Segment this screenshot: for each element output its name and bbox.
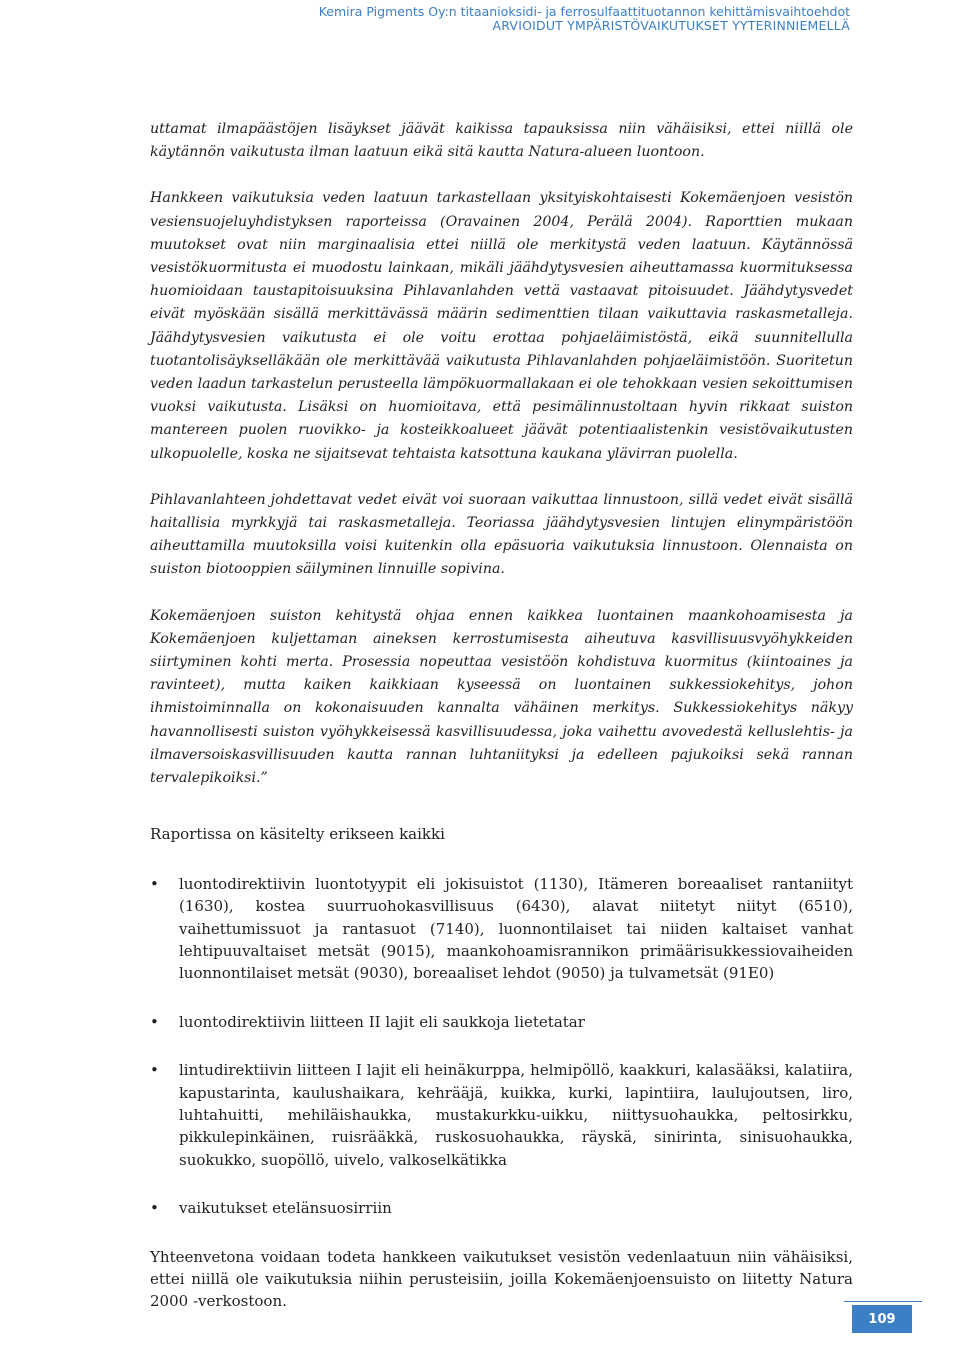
list-item bbox=[150, 1059, 853, 1171]
page-number: 109 bbox=[852, 1305, 912, 1333]
page-body bbox=[150, 118, 853, 1313]
bullet-icon: • bbox=[150, 1061, 159, 1080]
header-title: Kemira Pigments Oy:n titaanioksidi- ja ferrosulfaattituotannon kehittämisvaihtoehdot bbox=[318, 4, 850, 19]
quote-paragraph-water: Hankkeen vaikutuksia veden laatuun tarkastellaan yksityiskohtaisesti Kokemäenjoen vesistön vesiensuojeluyhdistyksen raporteissa (Oravainen 2004, Perälä 2004). Raporttien mukaan muutokset ovat niin marginaalisia ettei niillä ole merkitystä veden laatuun. Käytännössä vesistökuormitusta ei muodostu lainkaan, mikäli jäähdytysvesien aiheuttamassa kuormituksessa huomioidaan taustapitoisuuksina Pihlavanlahden vettä vastaavat pitoisuudet. Jäähdytysvedet eivät myöskään sisällä merkittävässä määrin sedimenttien tilaan vaikuttavia raskasmetalleja. Jäähdytysvesien vaikutusta ei ole voitu erottaa pohjaeläimistöstä, eikä suunnitellulla tuotantolisäykselläkään ole merkittävää vaikutusta Pihlavanlahden pohjaeläimistöön. Suoritetun veden laadun tarkastelun perusteella lämpökuormallakaan ei ole tehokkaan vesien sekoittumisen vuoksi vaikutusta. Lisäksi on huomioitava, että pesimälinnustoltaan hyvin rikkaat suiston mantereen puolen ruovikko- ja kosteikkoalueet jäävät potentiaalistenkin vesistövaikutusten ulkopuolelle, koska ne sijaitsevat tehtaista katsottuna kaukana ylävirran puolella. bbox=[150, 190, 853, 462]
quote-paragraph-air: uttamat ilmapäästöjen lisäykset jäävät kaikissa tapauksissa niin vähäisiksi, ettei niillä ole käytännön vaikutusta ilman laatuun eikä sitä kautta Natura-alueen luontoon. bbox=[150, 121, 853, 161]
quote-paragraph-birds: Pihlavanlahteen johdettavat vedet eivät voi suoraan vaikuttaa linnustoon, sillä vedet eivät sisällä haitallisia myrkkyjä tai raskasmetalleja. Teoriassa jäähdytysvesien lintujen elinympäristöön aiheuttamilla muutoksilla voisi kuitenkin olla epäsuoria vaikutuksia linnustoon. Olennaista on suiston biotooppien säilyminen linnuille sopivina. bbox=[150, 491, 853, 578]
header-subtitle: ARVIOIDUT YMPÄRISTÖVAIKUTUKSET YYTERINNIEMELLÄ bbox=[492, 17, 850, 33]
bullet-icon: • bbox=[150, 1199, 159, 1218]
list-item-text: luontodirektiivin luontotyypit eli jokisuistot (1130), Itämeren boreaaliset rantaniityt (1630), kostea suurruohokasvillisuus (6430), alavat niitetyt niityt (6510), vaihettumissuot ja rantasuot (7140), luonnontilaiset tai niiden kaltaiset vanhat lehtipuuvaltaiset metsät (9015), maankohoamisrannikon primäärisukkessiovaiheiden luonnontilaiset metsät (9030), boreaaliset lehdot (9050) ja tulvametsät (91E0) bbox=[179, 874, 853, 983]
quote-paragraph-succession: Kokemäenjoen suiston kehitystä ohjaa ennen kaikkea luontainen maankohoamisesta ja Kokemäenjoen kuljettaman aineksen kerrostumisesta aiheutuva kasvillisuusvyöhykkeiden siirtyminen kohti merta. Prosessia nopeuttaa vesistöön kohdistuva kuormitus (kiintoaines ja ravinteet), mutta kaiken kaikkiaan kyseessä on luontainen sukkessiokehitys, johon ihmistoiminnalla on kokonaisuuden kannalta vähäinen merkitys. Sukkessiokehitys näkyy havannollisesti suiston vyöhykkeisessä kasvillisuudessa, joka vaihettu avovedestä kelluslehtis- ja ilmaversoiskasvillisuuden kautta rannan luhtaniityksi ja edelleen pajukoiksi sekä rannan tervalepikoiksi.” bbox=[150, 607, 853, 787]
summary-paragraph: Yhteenvetona voidaan todeta hankkeen vaikutukset vesistön vedenlaatuun niin vähäisiksi, ettei niillä ole vaikutuksia niihin perusteisiin, joilla Kokemäenjoensuisto on liitetty Natura 2000 -verkostoon. bbox=[150, 1247, 853, 1311]
list-item-text: luontodirektiivin liitteen II lajit eli saukkoja lietetatar bbox=[179, 1012, 585, 1031]
list-item bbox=[150, 1011, 853, 1033]
bullet-icon: • bbox=[150, 1012, 159, 1031]
bullet-list bbox=[150, 873, 853, 1220]
list-item-text: vaikutukset etelänsuosirriin bbox=[179, 1199, 392, 1218]
running-header bbox=[150, 5, 850, 32]
intro-paragraph: Raportissa on käsitelty erikseen kaikki bbox=[150, 825, 445, 844]
bullet-icon: • bbox=[150, 874, 159, 893]
list-item bbox=[150, 1197, 853, 1219]
list-item-text: lintudirektiivin liitteen I lajit eli heinäkurppa, helmipöllö, kaakkuri, kalasääksi, kalatiira, kapustarinta, kaulushaikara, kehrääjä, kuikka, kurki, lapintiira, laulujoutsen, liro, luhtahuitti, mehiläishaukka, mustakurkku-uikku, niittysuohaukka, peltosirkku, pikkulepinkäinen, ruisrääkkä, ruskosuohaukka, räyskä, sinirinta, sinisuohaukka, suokukko, suopöllö, uivelo, valkoselkätikka bbox=[179, 1061, 853, 1169]
list-item bbox=[150, 873, 853, 985]
